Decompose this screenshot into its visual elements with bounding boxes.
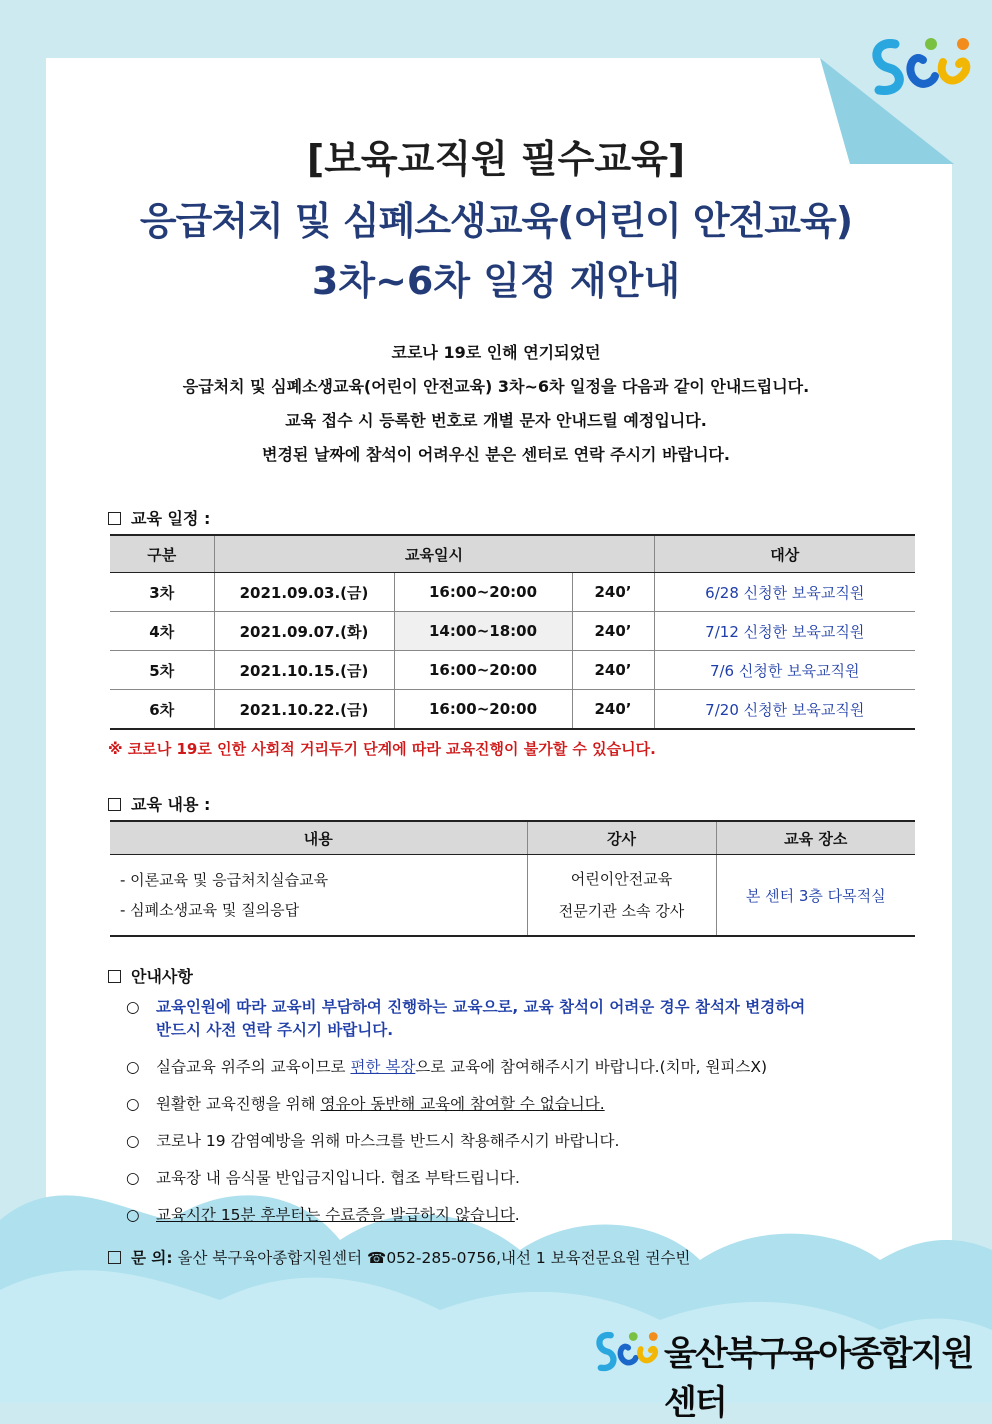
warning-note: ※ 코로나 19로 인한 사회적 거리두기 단계에 따라 교육진행이 불가할 수 있습니다. [108, 740, 656, 758]
notice-item: ○ 교육인원에 따라 교육비 부담하여 진행하는 교육으로, 교육 참석이 어려운 경우 참석자 변경하여 반드시 사전 연락 주시기 바랍니다. [126, 998, 806, 1039]
column-header: 구분 [110, 535, 214, 573]
notice-item: ○ 코로나 19 감염예방을 위해 마스크를 반드시 착용해주시기 바랍니다. [126, 1130, 926, 1153]
schedule-heading: 교육 일정 : [108, 506, 210, 529]
instructor-cell: 어린이안전교육 전문기관 소속 강사 [527, 855, 716, 937]
circle-bullet-icon: ○ [126, 1132, 140, 1150]
circle-bullet-icon: ○ [126, 1169, 140, 1187]
table-row: 4차 2021.09.07.(화) 14:00~18:00 240’ 7/12 신청한 보육교직원 [110, 612, 915, 651]
column-header: 교육일시 [214, 535, 654, 573]
page-subtitle: 응급처치 및 심폐소생교육(어린이 안전교육) [139, 199, 853, 243]
content-heading: 교육 내용 : [108, 792, 210, 815]
table-row: 6차 2021.10.22.(금) 16:00~20:00 240’ 7/20 신청한 보육교직원 [110, 690, 915, 730]
notice-item: ○ 교육시간 15분 후부터는 수료증을 발급하지 않습니다. [126, 1204, 926, 1227]
page-title: [보육교직원 필수교육] [306, 137, 686, 181]
circle-bullet-icon: ○ [126, 998, 140, 1016]
notice-list [126, 996, 926, 1241]
column-header: 대상 [654, 535, 915, 573]
center-name: 울산북구육아종합지원센터 [664, 1334, 973, 1423]
place-cell: 본 센터 3층 다목적실 [716, 855, 915, 937]
notice-item: ○ 실습교육 위주의 교육이므로 편한 복장으로 교육에 참여해주시기 바랍니다.(치마, 원피스X) [126, 1056, 926, 1079]
schedule-table [110, 534, 915, 730]
column-header: 교육 장소 [716, 821, 915, 855]
table-row [110, 855, 915, 937]
page-subtitle-2: 3차~6차 일정 재안내 [311, 259, 681, 303]
checkbox-icon [108, 798, 121, 811]
intro-line: 응급처치 및 심폐소생교육(어린이 안전교육) 3차~6차 일정을 다음과 같이 안내드립니다. [182, 377, 810, 396]
notice-item: ○ 교육장 내 음식물 반입금지입니다. 협조 부탁드립니다. [126, 1167, 926, 1190]
content-items: - 이론교육 및 응급처치실습교육 - 심폐소생교육 및 질의응답 [110, 855, 527, 937]
column-header: 강사 [527, 821, 716, 855]
logo-icon [592, 1322, 662, 1386]
content-table [110, 820, 915, 937]
checkbox-icon [108, 1251, 121, 1264]
checkbox-icon [108, 970, 121, 983]
intro-line: 교육 접수 시 등록한 번호로 개별 문자 안내드릴 예정입니다. [285, 411, 707, 430]
checkbox-icon [108, 512, 121, 525]
circle-bullet-icon: ○ [126, 1095, 140, 1113]
table-row: 3차 2021.09.03.(금) 16:00~20:00 240’ 6/28 신청한 보육교직원 [110, 573, 915, 612]
logo-icon [865, 30, 977, 102]
notices-heading: 안내사항 [108, 964, 193, 987]
notice-item: ○ 원활한 교육진행을 위해 영유아 동반해 교육에 참여할 수 없습니다. [126, 1093, 926, 1116]
table-row: 5차 2021.10.15.(금) 16:00~20:00 240’ 7/6 신청한 보육교직원 [110, 651, 915, 690]
intro-line: 코로나 19로 인해 연기되었던 [391, 343, 601, 362]
intro-line: 변경된 날짜에 참석이 어려우신 분은 센터로 연락 주시기 바랍니다. [262, 445, 730, 464]
circle-bullet-icon: ○ [126, 1058, 140, 1076]
circle-bullet-icon: ○ [126, 1206, 140, 1224]
column-header: 내용 [110, 821, 527, 855]
contact-info: 문 의: 울산 북구육아종합지원센터 ☎052-285-0756,내선 1 보육전문요원 권수빈 [108, 1246, 690, 1268]
